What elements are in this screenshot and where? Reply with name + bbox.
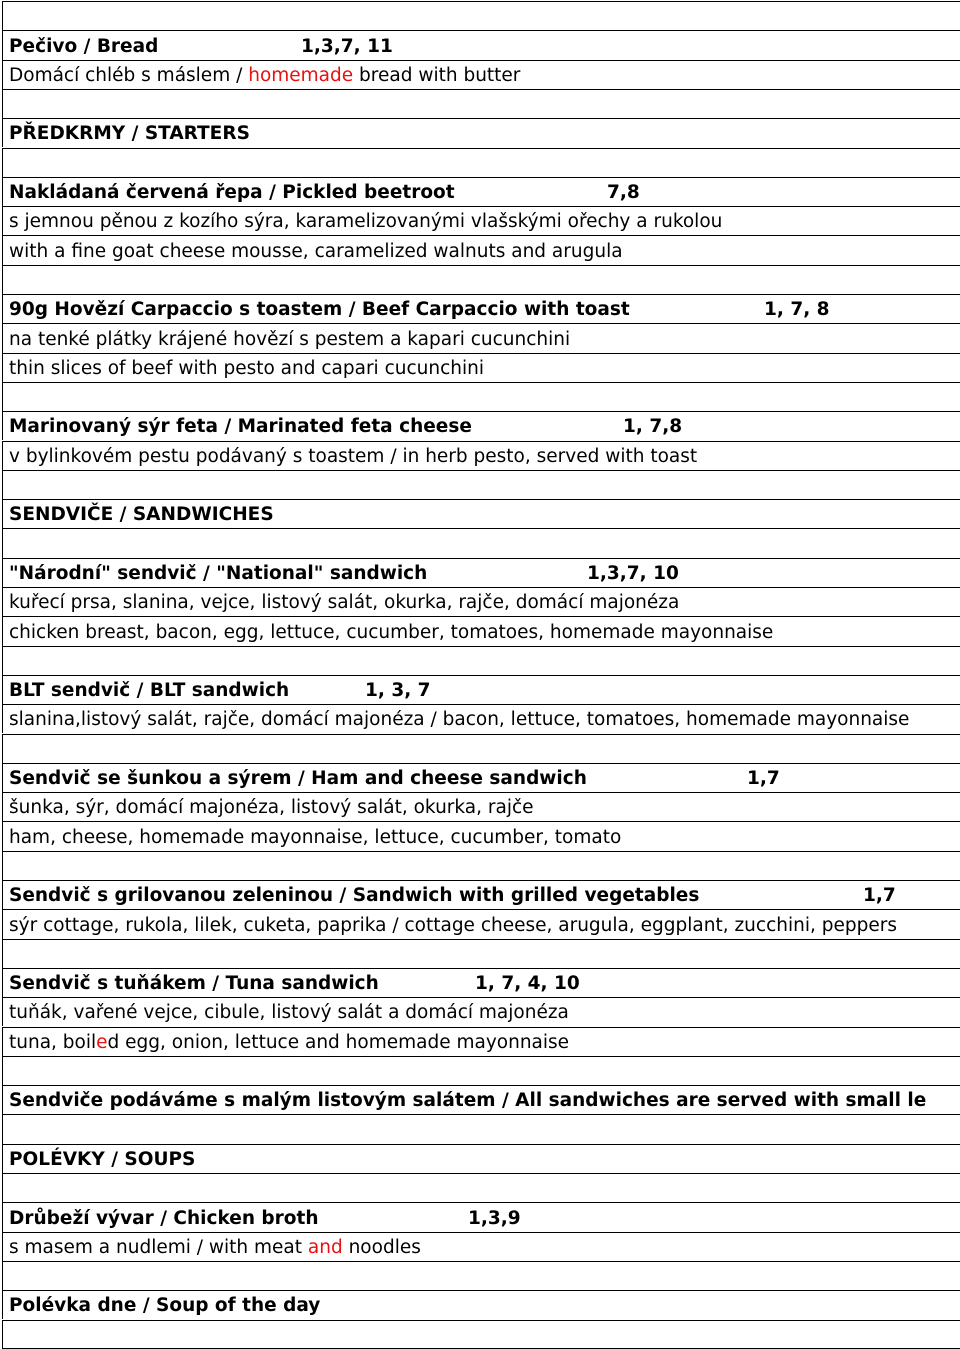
menu-text-row [2,353,960,382]
allergen-codes: 1, 7,8 [623,416,683,438]
menu-heading-row [2,1085,960,1114]
item-description [9,1237,421,1259]
menu-text-row [2,323,960,352]
allergen-codes: 1,3,9 [468,1207,521,1229]
item-title: Sendvič s tuňákem / Tuna sandwich [9,973,379,995]
text-segment: noodles [342,1236,421,1258]
menu-text-row [2,1232,960,1261]
menu-heading-row [2,118,960,147]
text-segment: s masem a nudlemi / with meat [9,1236,308,1258]
menu-text-row [2,587,960,616]
empty-row [2,1114,960,1143]
item-description: na tenké plátky krájené hovězí s pestem a kapari cucunchini [9,328,571,350]
menu-heading-row [2,763,960,792]
empty-row [2,470,960,499]
item-title: Drůbeží vývar / Chicken broth [9,1207,319,1229]
empty-row [2,265,960,294]
menu-heading-row [2,30,960,59]
item-description: kuřecí prsa, slanina, vejce, listový salát, okurka, rajče, domácí majonéza [9,592,680,614]
menu-heading-row [2,1290,960,1319]
menu-text-row [2,997,960,1026]
item-description [9,1032,569,1054]
text-segment: d egg, onion, lettuce and homemade mayonnaise [107,1031,570,1053]
item-description: s jemnou pěnou z kozího sýra, karamelizovanými vlašskými ořechy a rukolou [9,211,723,233]
menu-heading-row [2,675,960,704]
highlighted-text: e [96,1031,108,1053]
menu-text-row [2,441,960,470]
item-title: SENDVIČE / SANDWICHES [9,504,274,526]
allergen-codes: 1, 3, 7 [365,680,431,702]
menu-text-row [2,909,960,938]
menu-text-row [2,792,960,821]
menu-heading-row [2,1202,960,1231]
item-title: BLT sendvič / BLT sandwich [9,680,290,702]
empty-row [2,646,960,675]
empty-row [2,851,960,880]
item-description: sýr cottage, rukola, lilek, cuketa, paprika / cottage cheese, arugula, eggplant, zucchini, peppers [9,914,897,936]
menu-heading-row [2,177,960,206]
item-title: 90g Hovězí Carpaccio s toastem / Beef Carpaccio with toast [9,299,630,321]
item-title: Polévka dne / Soup of the day [9,1295,321,1317]
item-description: thin slices of beef with pesto and capari cucunchini [9,357,484,379]
item-description: šunka, sýr, domácí majonéza, listový salát, okurka, rajče [9,797,534,819]
menu-text-row [2,1027,960,1056]
empty-row [2,939,960,968]
item-description: chicken breast, bacon, egg, lettuce, cucumber, tomatoes, homemade mayonnaise [9,621,774,643]
empty-row [2,1173,960,1202]
allergen-codes: 1, 7, 8 [764,299,830,321]
item-description: v bylinkovém pestu podávaný s toastem / in herb pesto, served with toast [9,445,698,467]
empty-row [2,148,960,177]
menu-heading-row [2,294,960,323]
item-description: ham, cheese, homemade mayonnaise, lettuce, cucumber, tomato [9,826,622,848]
allergen-codes: 1,3,7, 11 [301,35,393,57]
empty-row [2,734,960,763]
item-title: PŘEDKRMY / STARTERS [9,123,250,145]
text-segment: Domácí chléb s máslem / [9,64,249,86]
empty-row [2,1320,960,1349]
item-title: Nakládaná červená řepa / Pickled beetroot [9,182,455,204]
menu-heading-row [2,880,960,909]
item-title: Sendvič s grilovanou zeleninou / Sandwich with grilled vegetables [9,885,700,907]
item-description: slanina,listový salát, rajče, domácí majonéza / bacon, lettuce, tomatoes, homemade mayonnaise [9,709,910,731]
menu-text-row [2,616,960,645]
menu-heading-row [2,968,960,997]
allergen-codes: 1, 7, 4, 10 [475,973,580,995]
menu-text-row [2,704,960,733]
allergen-codes: 1,7 [863,885,896,907]
text-segment: bread with butter [353,64,521,86]
menu-text-row [2,821,960,850]
allergen-codes: 1,3,7, 10 [587,562,679,584]
text-segment: tuna, boil [9,1031,97,1053]
empty-row [2,1056,960,1085]
item-title: Pečivo / Bread [9,35,159,57]
allergen-codes: 7,8 [607,182,640,204]
item-description [9,65,520,87]
item-title: Sendvič se šunkou a sýrem / Ham and cheese sandwich [9,768,587,790]
empty-row [2,89,960,118]
empty-row [2,1,960,30]
menu-heading-row [2,499,960,528]
menu-heading-row [2,558,960,587]
item-description: with a fine goat cheese mousse, caramelized walnuts and arugula [9,240,623,262]
item-title: Marinovaný sýr feta / Marinated feta cheese [9,416,472,438]
menu-text-row [2,60,960,89]
menu-text-row [2,235,960,264]
item-title: POLÉVKY / SOUPS [9,1148,196,1170]
empty-row [2,528,960,557]
empty-row [2,382,960,411]
menu-text-row [2,206,960,235]
highlighted-text: homemade [248,64,354,86]
allergen-codes: 1,7 [747,768,780,790]
menu-heading-row [2,1144,960,1173]
empty-row [2,1261,960,1290]
highlighted-text: and [307,1236,343,1258]
menu-heading-row [2,411,960,440]
item-title: "Národní" sendvič / "National" sandwich [9,562,428,584]
item-description: tuňák, vařené vejce, cibule, listový salát a domácí majonéza [9,1002,569,1024]
item-title: Sendviče podáváme s malým listovým salátem / All sandwiches are served with small le [9,1090,927,1112]
